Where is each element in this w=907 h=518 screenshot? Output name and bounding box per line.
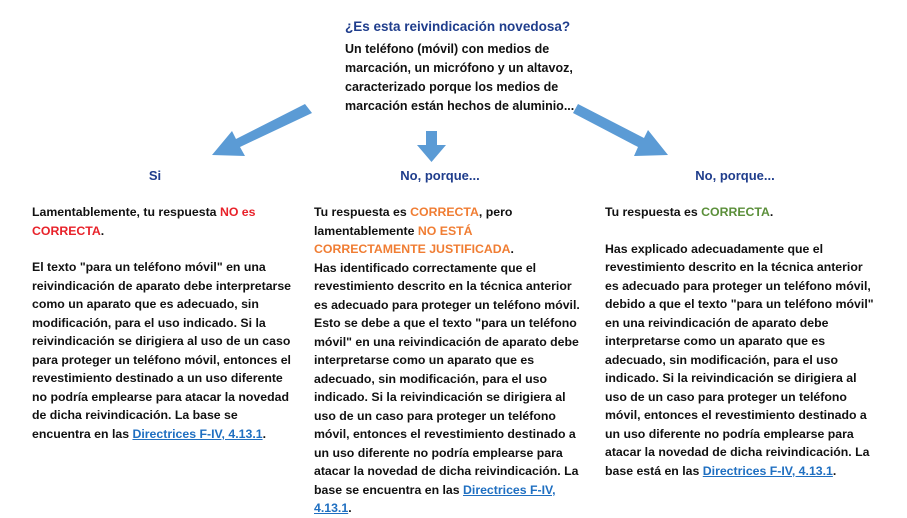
feedback-left-lead [32,203,297,240]
feedback-left-column [32,203,297,443]
question-title: ¿Es esta reivindicación novedosa? [345,19,571,34]
guidelines-link[interactable]: Directrices F-IV, 4.13.1 [132,426,263,441]
correct-highlight: CORRECTA [701,205,770,219]
end-punct: . [832,463,837,478]
body-text: El texto "para un teléfono móvil" en una reivindicación de aparato debe interpretarse como un aparato que es adecuado, sin modificación, para el uso indicado. Si la reivindicación se dirigiera al uso de un caso para proteger un teléfono móvil, entonces el revestimiento destinado a un uso diferente no podría emplearse para atacar la novedad de dicha reivindicación. La base se encuentra en las [32,260,292,441]
lead-suffix: . [510,242,514,256]
option-no-middle-label[interactable]: No, porque... [400,168,480,183]
end-punct: . [348,501,352,515]
arrow-right-shape [573,104,668,156]
lead-mid: , pero lamentablemente [314,205,513,238]
feedback-middle-column [314,203,586,518]
lead-prefix: Lamentablemente, tu respuesta [32,205,220,219]
arrow-down-shape [417,131,446,162]
feedback-middle-body [314,259,586,518]
not-justified-highlight: NO ESTÁ CORRECTAMENTE JUSTIFICADA [314,223,511,256]
body-text: Has identificado correctamente que el revestimiento descrito en la técnica anterior es adecuado para proteger un teléfono móvil. Esto se debe a que el texto "para un teléfono móvil" en una reivindicación de aparato debe interpretarse como un aparato que es adecuado, sin modificación, para el uso indicado. Si la reivindicación se dirigiera al uso de un caso para proteger un teléfono móvil, entonces el revestimiento destinado a un uso diferente no podría emplearse para atacar la novedad de dicha reivindicación. La base se encuentra en las [314,260,580,497]
feedback-right-body [605,240,877,481]
body-text: Has explicado adecuadamente que el revestimiento descrito en la técnica anterior es adecuado para proteger un teléfono móvil, debido a que el texto "para un teléfono móvil" en una reivindicación de aparato debe interpretarse como un aparato que es adecuado, sin modificación, para el uso indicado. Si la reivindicación se dirigiera al uso de un caso para proteger un teléfono móvil, entonces el revestimiento destinado a un uso diferente no podría emplearse para atacar la novedad de dicha reivindicación. La base está en las [605,241,874,478]
lead-suffix: . [100,223,105,238]
end-punct: . [262,426,266,441]
claim-text: Un teléfono (móvil) con medios de marcación, un micrófono y un altavoz, caracterizado porque los medios de marcación están hechos de aluminio... [345,42,575,113]
feedback-right-column [605,203,877,480]
feedback-middle-lead [314,203,586,259]
option-yes-label[interactable]: Si [148,168,162,183]
option-no-right-label[interactable]: No, porque... [695,168,775,183]
lead-prefix: Tu respuesta es [605,205,702,219]
correct-highlight: CORRECTA [410,205,479,219]
feedback-left-body [32,258,297,443]
incorrect-highlight: NO es CORRECTA [32,205,256,238]
guidelines-link[interactable]: Directrices F-IV, 4.13.1 [702,463,833,478]
feedback-right-lead [605,203,877,222]
lead-prefix: Tu respuesta es [314,205,411,219]
arrow-left-shape [212,104,312,156]
guidelines-link[interactable]: Directrices F-IV, 4.13.1 [314,482,556,515]
lead-suffix: . [769,205,774,219]
